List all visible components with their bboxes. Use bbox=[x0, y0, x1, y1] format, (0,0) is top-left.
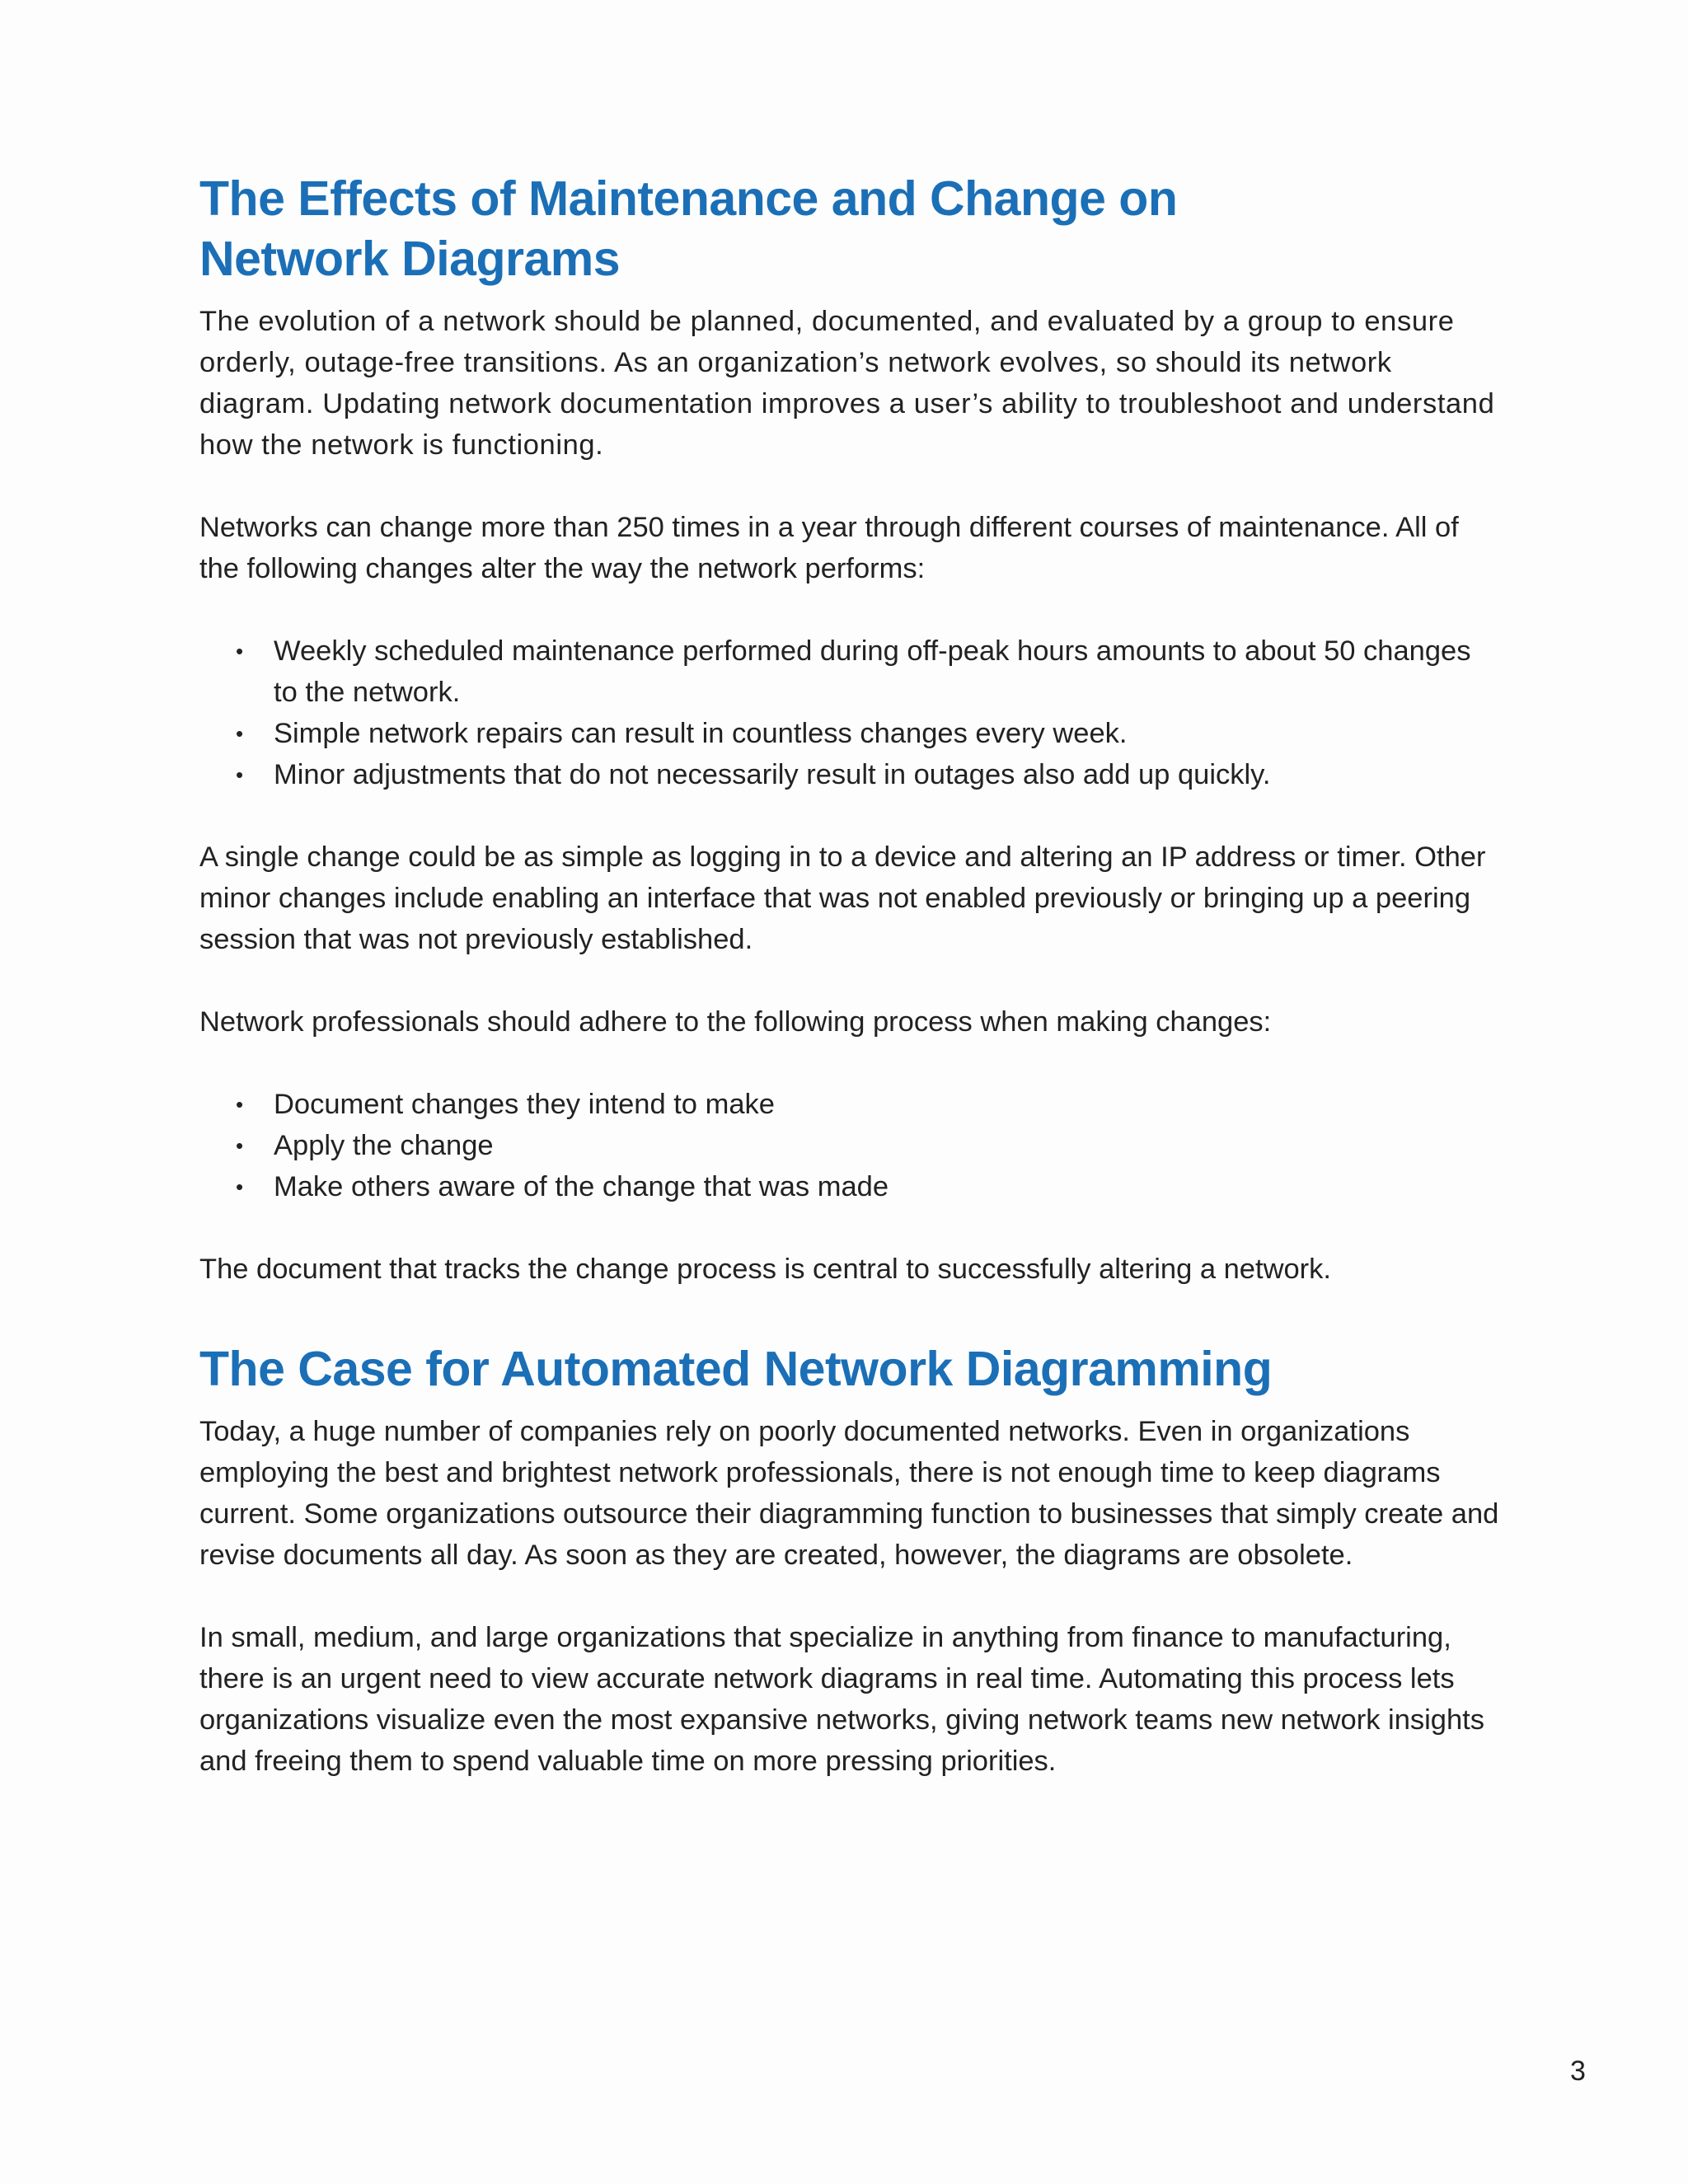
paragraph-network-evolution: The evolution of a network should be planned, documented, and evaluated by a group to ensure orderly, outage-free transitions. As an organization’s network evolves, so should its network diagram. Updating network documentation improves a user’s ability to troubleshoot and understand how the network is functioning. bbox=[199, 306, 1495, 461]
list-item bbox=[199, 754, 1502, 795]
paragraph-process-intro: Network professionals should adhere to the following process when making changes: bbox=[199, 1006, 1272, 1038]
heading-line: Network Diagrams bbox=[199, 232, 621, 286]
paragraph-poorly-documented: Today, a huge number of companies rely on poorly documented networks. Even in organizations employing the best and brightest network professionals, there is not enough time to keep diagrams current. Some organizations outsource their diagramming function to businesses that simply create and revise documents all day. As soon as they are created, however, the diagrams are obsolete. bbox=[199, 1416, 1499, 1571]
list-item bbox=[199, 630, 1502, 713]
paragraph-change-document: The document that tracks the change process is central to successfully altering a network. bbox=[199, 1254, 1332, 1285]
list-item-text: Simple network repairs can result in countless changes every week. bbox=[274, 718, 1128, 749]
page-content bbox=[199, 169, 1502, 1782]
bullet-icon: • bbox=[236, 1133, 244, 1158]
bullet-icon: • bbox=[236, 1092, 244, 1117]
bullet-icon: • bbox=[236, 762, 244, 787]
list-item bbox=[199, 1125, 1502, 1166]
heading-line: The Effects of Maintenance and Change on bbox=[199, 171, 1178, 226]
list-item-text: Make others aware of the change that was made bbox=[274, 1171, 889, 1202]
page-number: 3 bbox=[1570, 2055, 1586, 2087]
list-item bbox=[199, 1084, 1502, 1125]
list-item bbox=[199, 713, 1502, 754]
list-item bbox=[199, 1166, 1502, 1207]
paragraph-change-frequency: Networks can change more than 250 times in a year through different courses of maintenance. All of the following changes alter the way the network performs: bbox=[199, 512, 1459, 584]
section-heading-automation: The Case for Automated Network Diagramming bbox=[199, 1342, 1273, 1396]
list-item-text: Weekly scheduled maintenance performed during off-peak hours amounts to about 50 changes to the network. bbox=[274, 635, 1471, 708]
list-item-text: Apply the change bbox=[274, 1130, 494, 1161]
maintenance-bullet-list bbox=[199, 630, 1502, 795]
bullet-icon: • bbox=[236, 721, 244, 746]
paragraph-real-time-need: In small, medium, and large organizations that specialize in anything from finance to manufacturing, there is an urgent need to view accurate network diagrams in real time. Automating this process lets organizations visualize even the most expansive networks, giving network teams new network insights and freeing them to spend valuable time on more pressing priorities. bbox=[199, 1622, 1485, 1777]
paragraph-single-change: A single change could be as simple as logging in to a device and altering an IP address or timer. Other minor changes include enabling an interface that was not enabled previously or bringing up a peering session that was not previously established. bbox=[199, 841, 1486, 955]
list-item-text: Minor adjustments that do not necessarily result in outages also add up quickly. bbox=[274, 759, 1271, 790]
bullet-icon: • bbox=[236, 639, 244, 663]
process-bullet-list bbox=[199, 1084, 1502, 1207]
bullet-icon: • bbox=[236, 1174, 244, 1199]
list-item-text: Document changes they intend to make bbox=[274, 1089, 775, 1120]
section-heading-maintenance bbox=[199, 169, 1502, 289]
